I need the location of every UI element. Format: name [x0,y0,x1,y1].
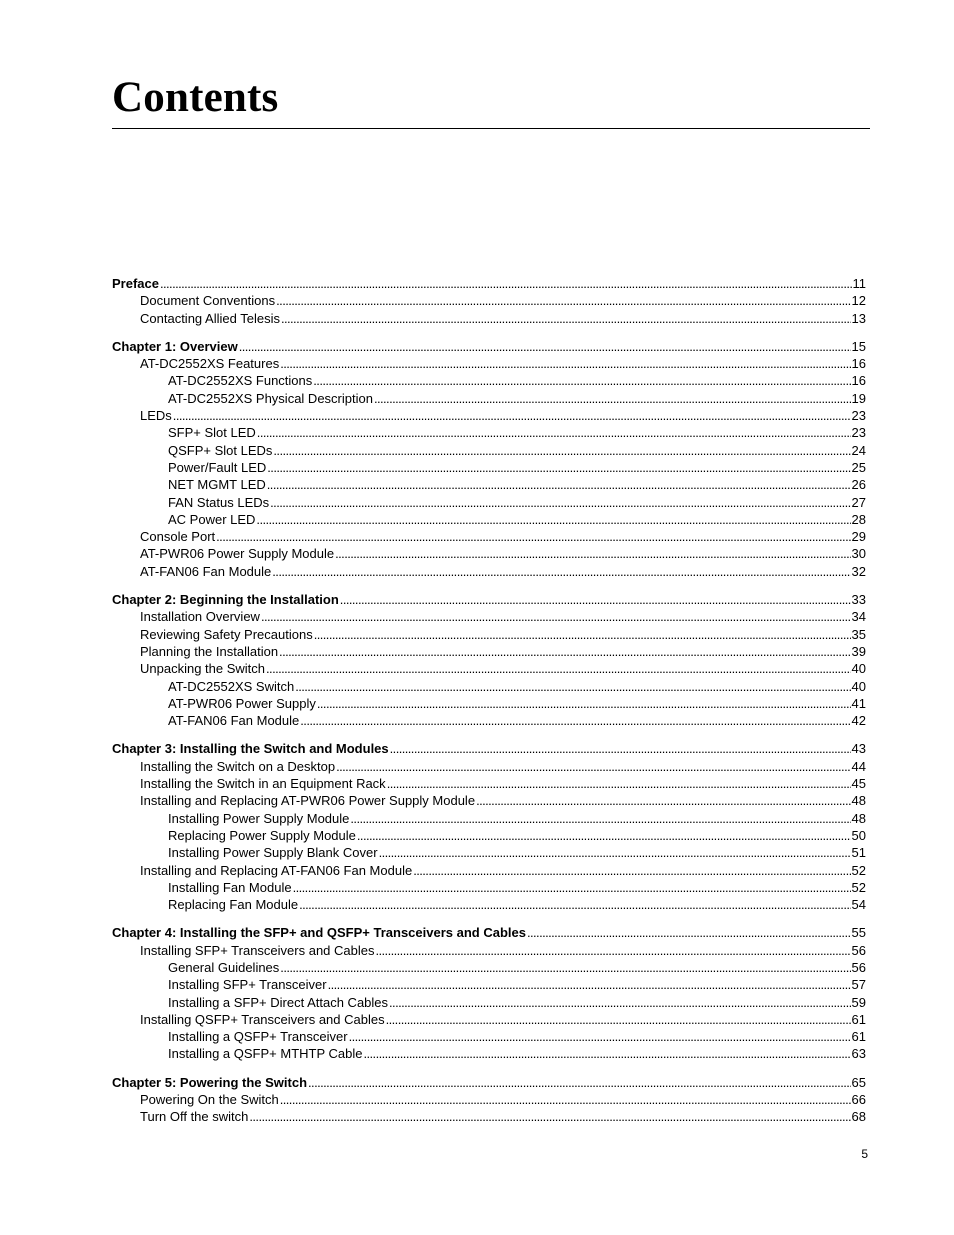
toc-entry-page: 43 [851,741,866,757]
toc-entry-title: AT-DC2552XS Features [140,356,280,372]
toc-section [112,591,866,729]
toc-section-entry[interactable] [112,626,866,643]
toc-section-entry[interactable] [112,643,866,660]
dot-leader [335,545,850,562]
toc-entry-title: Installing the Switch in an Equipment Rack [140,776,386,792]
toc-entry-title: Document Conventions [140,293,276,309]
dot-leader [308,1074,851,1091]
toc-entry-title: Installing a QSFP+ MTHTP Cable [168,1046,363,1062]
dot-leader [280,1091,851,1108]
toc-chapter-entry[interactable] [112,275,866,292]
dot-leader [328,976,851,993]
toc-entry-page: 28 [851,511,866,527]
toc-subsection-entry[interactable] [112,844,866,861]
toc-entry-page: 25 [851,459,866,475]
dot-leader [160,275,852,292]
toc-entry-page: 13 [851,310,866,326]
dot-leader [387,775,851,792]
toc-entry-page: 29 [851,529,866,545]
dot-leader [350,810,850,827]
dot-leader [267,459,850,476]
toc-subsection-entry[interactable] [112,879,866,896]
toc-entry-title: Power/Fault LED [168,459,267,475]
toc-chapter-entry[interactable] [112,924,866,941]
toc-entry-title: Installing Fan Module [168,879,292,895]
toc-entry-title: Replacing Power Supply Module [168,827,356,843]
toc-section [112,1074,866,1126]
dot-leader [216,528,850,545]
dot-leader [379,844,851,861]
toc-entry-page: 48 [851,810,866,826]
dot-leader [313,372,850,389]
toc-entry-page: 45 [851,776,866,792]
dot-leader [386,1011,851,1028]
dot-leader [273,442,850,459]
toc-subsection-entry[interactable] [112,424,866,441]
toc-entry-page: 32 [851,563,866,579]
dot-leader [314,626,851,643]
toc-entry-page: 39 [851,643,866,659]
dot-leader [299,896,850,913]
toc-section-entry[interactable] [112,292,866,309]
toc-entry-title: NET MGMT LED [168,477,266,493]
toc-entry-title: Unpacking the Switch [140,661,266,677]
toc-entry-page: 48 [851,793,866,809]
toc-section-entry[interactable] [112,792,866,809]
toc-entry-page: 11 [852,276,866,291]
toc-entry-title: Installing Power Supply Module [168,810,350,826]
toc-subsection-entry[interactable] [112,390,866,407]
toc-entry-page: 44 [851,758,866,774]
toc-subsection-entry[interactable] [112,511,866,528]
toc-entry-page: 16 [851,373,866,389]
toc-entry-title: Installing SFP+ Transceivers and Cables [140,942,375,958]
toc-subsection-entry[interactable] [112,810,866,827]
toc-entry-title: Installing a QSFP+ Transceiver [168,1029,348,1045]
toc-entry-page: 55 [851,925,866,941]
toc-entry-title: Chapter 2: Beginning the Installation [112,592,339,608]
dot-leader [336,758,850,775]
toc-section-entry[interactable] [112,942,866,959]
dot-leader [317,695,851,712]
toc-subsection-entry[interactable] [112,1028,866,1045]
dot-leader [267,476,851,493]
toc-entry-page: 56 [851,959,866,975]
toc-entry-title: AT-FAN06 Fan Module [168,713,300,729]
toc-subsection-entry[interactable] [112,959,866,976]
toc-entry-page: 23 [851,408,866,424]
toc-entry-page: 52 [851,879,866,895]
toc-entry-title: Chapter 5: Powering the Switch [112,1074,308,1090]
toc-entry-title: Chapter 3: Installing the Switch and Modules [112,741,389,757]
toc-entry-title: Contacting Allied Telesis [140,310,280,326]
toc-entry-title: Console Port [140,529,216,545]
dot-leader [279,643,850,660]
toc-entry-title: Installing and Replacing AT-FAN06 Fan Module [140,862,413,878]
toc-section-entry[interactable] [112,407,866,424]
toc-entry-title: AT-FAN06 Fan Module [140,563,272,579]
dot-leader [295,678,850,695]
dot-leader [375,942,850,959]
toc-subsection-entry[interactable] [112,827,866,844]
toc-entry-page: 52 [851,862,866,878]
table-of-contents [112,275,866,1137]
toc-subsection-entry[interactable] [112,994,866,1011]
toc-subsection-entry[interactable] [112,494,866,511]
toc-subsection-entry[interactable] [112,372,866,389]
page-number: 5 [861,1147,868,1161]
toc-section-entry[interactable] [112,1108,866,1125]
toc-section [112,338,866,580]
toc-entry-title: Preface [112,276,159,291]
dot-leader [256,511,850,528]
toc-chapter-entry[interactable] [112,591,866,608]
toc-entry-title: AT-PWR06 Power Supply [168,695,316,711]
toc-subsection-entry[interactable] [112,712,866,729]
toc-entry-page: 66 [851,1092,866,1108]
toc-entry-title: Installing SFP+ Transceiver [168,977,327,993]
toc-entry-title: Installing and Replacing AT-PWR06 Power Supply Module [140,793,476,809]
dot-leader [390,740,851,757]
toc-entry-title: AT-DC2552XS Physical Description [168,390,373,406]
toc-entry-title: Chapter 4: Installing the SFP+ and QSFP+ Transceivers and Cables [112,925,526,941]
toc-entry-page: 59 [851,994,866,1010]
toc-entry-page: 15 [851,338,866,354]
toc-entry-page: 56 [851,942,866,958]
dot-leader [249,1108,850,1125]
toc-entry-title: Installation Overview [140,609,260,625]
toc-subsection-entry[interactable] [112,896,866,913]
dot-leader [173,407,851,424]
dot-leader [527,924,851,941]
toc-entry-page: 35 [851,626,866,642]
dot-leader [357,827,851,844]
dot-leader [261,608,851,625]
page-title: Contents [112,74,279,121]
dot-leader [266,660,851,677]
toc-subsection-entry[interactable] [112,442,866,459]
toc-subsection-entry[interactable] [112,678,866,695]
toc-entry-page: 42 [851,713,866,729]
toc-section [112,740,866,913]
toc-entry-title: AT-DC2552XS Switch [168,678,295,694]
toc-entry-page: 34 [851,609,866,625]
dot-leader [340,591,851,608]
toc-entry-title: Installing QSFP+ Transceivers and Cables [140,1011,385,1027]
toc-entry-title: LEDs [140,408,172,424]
toc-entry-page: 27 [851,494,866,510]
toc-entry-page: 51 [851,845,866,861]
toc-subsection-entry[interactable] [112,695,866,712]
toc-entry-page: 12 [851,293,866,309]
toc-entry-title: SFP+ Slot LED [168,425,256,441]
toc-entry-title: Installing a SFP+ Direct Attach Cables [168,994,389,1010]
dot-leader [363,1045,850,1062]
toc-entry-page: 40 [851,678,866,694]
toc-entry-title: Replacing Fan Module [168,897,299,913]
dot-leader [300,712,850,729]
dot-leader [280,959,850,976]
toc-entry-page: 33 [851,592,866,608]
toc-section [112,924,866,1062]
toc-section-entry[interactable] [112,775,866,792]
toc-entry-title: Reviewing Safety Precautions [140,626,313,642]
dot-leader [270,494,850,511]
toc-entry-page: 30 [851,546,866,562]
title-rule [112,128,870,129]
toc-entry-page: 16 [851,356,866,372]
toc-entry-page: 24 [851,442,866,458]
toc-section [112,275,866,327]
toc-section-entry[interactable] [112,310,866,327]
dot-leader [374,390,851,407]
dot-leader [272,563,850,580]
toc-entry-title: AT-DC2552XS Functions [168,373,313,389]
toc-section-entry[interactable] [112,862,866,879]
toc-entry-title: Chapter 1: Overview [112,338,238,354]
toc-entry-page: 54 [851,897,866,913]
toc-chapter-entry[interactable] [112,338,866,355]
dot-leader [293,879,851,896]
toc-entry-page: 68 [851,1109,866,1125]
toc-section-entry[interactable] [112,758,866,775]
toc-entry-page: 50 [851,827,866,843]
toc-entry-page: 65 [851,1074,866,1090]
toc-chapter-entry[interactable] [112,1074,866,1091]
toc-entry-title: AC Power LED [168,511,256,527]
toc-entry-title: Turn Off the switch [140,1109,249,1125]
toc-entry-title: General Guidelines [168,959,280,975]
toc-entry-title: FAN Status LEDs [168,494,270,510]
dot-leader [257,424,851,441]
toc-section-entry[interactable] [112,528,866,545]
toc-section-entry[interactable] [112,608,866,625]
toc-entry-title: QSFP+ Slot LEDs [168,442,273,458]
toc-entry-page: 61 [851,1029,866,1045]
toc-entry-page: 61 [851,1011,866,1027]
toc-section-entry[interactable] [112,1091,866,1108]
toc-section-entry[interactable] [112,1011,866,1028]
toc-entry-title: Planning the Installation [140,643,279,659]
toc-section-entry[interactable] [112,660,866,677]
dot-leader [476,792,850,809]
toc-subsection-entry[interactable] [112,476,866,493]
toc-entry-page: 63 [851,1046,866,1062]
dot-leader [276,292,850,309]
dot-leader [280,355,850,372]
dot-leader [239,338,851,355]
toc-entry-page: 41 [851,695,866,711]
toc-entry-title: AT-PWR06 Power Supply Module [140,546,335,562]
dot-leader [349,1028,851,1045]
toc-entry-title: Installing the Switch on a Desktop [140,758,336,774]
toc-subsection-entry[interactable] [112,976,866,993]
toc-entry-page: 26 [851,477,866,493]
toc-entry-page: 23 [851,425,866,441]
dot-leader [389,994,851,1011]
toc-section-entry[interactable] [112,563,866,580]
toc-chapter-entry[interactable] [112,740,866,757]
toc-subsection-entry[interactable] [112,459,866,476]
toc-entry-page: 19 [851,390,866,406]
toc-entry-title: Powering On the Switch [140,1092,279,1108]
toc-entry-title: Installing Power Supply Blank Cover [168,845,378,861]
toc-section-entry[interactable] [112,355,866,372]
toc-entry-page: 40 [851,661,866,677]
dot-leader [413,862,850,879]
dot-leader [281,310,851,327]
toc-section-entry[interactable] [112,545,866,562]
toc-entry-page: 57 [851,977,866,993]
toc-subsection-entry[interactable] [112,1045,866,1062]
